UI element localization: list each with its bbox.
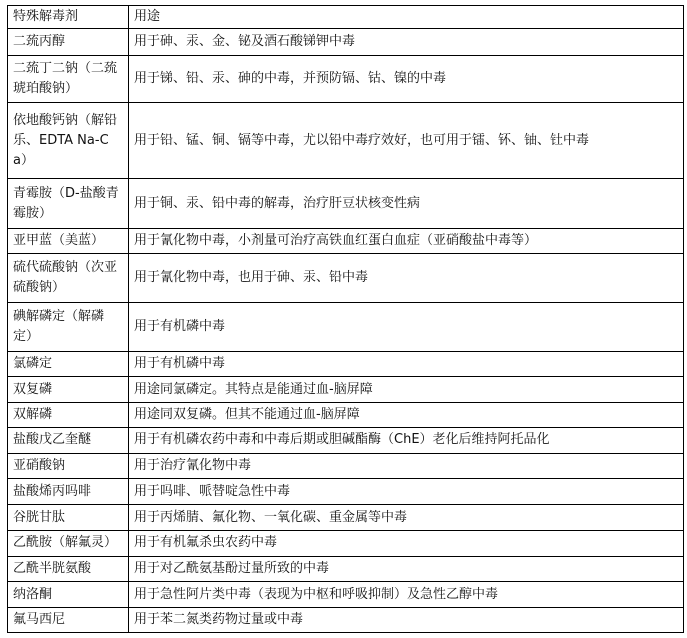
antidote-use: 用于有机磷中毒 (129, 303, 684, 351)
table-row (8, 427, 684, 453)
table-row (8, 55, 684, 102)
antidote-table (7, 5, 684, 633)
antidote-use: 用途同氯磷定。其特点是能通过血-脑屏障 (129, 377, 684, 403)
antidote-name: 谷胱甘肽 (8, 505, 129, 531)
table-row (8, 582, 684, 608)
antidote-name: 双复磷 (8, 377, 129, 403)
antidote-name: 青霉胺（D-盐酸青霉胺） (8, 179, 129, 228)
table-row (8, 530, 684, 556)
antidote-use: 用于急性阿片类中毒（表现为中枢和呼吸抑制）及急性乙醇中毒 (129, 582, 684, 608)
antidote-name: 双解磷 (8, 403, 129, 428)
antidote-use: 用于对乙酰氨基酚过量所致的中毒 (129, 556, 684, 582)
antidote-use: 用于吗啡、哌替啶急性中毒 (129, 479, 684, 505)
table-header-row (8, 6, 684, 29)
antidote-name: 二巯丙醇 (8, 29, 129, 56)
antidote-use: 用于铅、锰、铜、镉等中毒，尤以铅中毒疗效好，也可用于镭、钚、铀、钍中毒 (129, 103, 684, 179)
antidote-name: 亚硝酸钠 (8, 453, 129, 479)
table-row (8, 453, 684, 479)
antidote-use: 用于有机磷中毒 (129, 351, 684, 377)
table-row (8, 228, 684, 253)
table-row (8, 253, 684, 302)
antidote-name: 乙酰胺（解氟灵） (8, 530, 129, 556)
table-row (8, 103, 684, 179)
table-row (8, 29, 684, 56)
antidote-name: 硫代硫酸钠（次亚硫酸钠） (8, 253, 129, 302)
antidote-name: 盐酸烯丙吗啡 (8, 479, 129, 505)
antidote-name: 氯磷定 (8, 351, 129, 377)
antidote-name: 纳洛酮 (8, 582, 129, 608)
antidote-use: 用于有机氟杀虫农药中毒 (129, 530, 684, 556)
antidote-use: 用于砷、汞、金、铋及酒石酸锑钾中毒 (129, 29, 684, 56)
table-row (8, 479, 684, 505)
antidote-name: 依地酸钙钠（解铅乐、EDTA Na-Ca） (8, 103, 129, 179)
table-row (8, 303, 684, 351)
antidote-name: 二巯丁二钠（二巯琥珀酸钠） (8, 55, 129, 102)
antidote-use: 用于苯二氮类药物过量或中毒 (129, 608, 684, 633)
antidote-use: 用于铜、汞、铅中毒的解毒，治疗肝豆状核变性病 (129, 179, 684, 228)
antidote-use: 用于氰化物中毒，小剂量可治疗高铁血红蛋白血症（亚硝酸盐中毒等） (129, 228, 684, 253)
table-row (8, 556, 684, 582)
antidote-use: 用于氰化物中毒，也用于砷、汞、铅中毒 (129, 253, 684, 302)
table-row (8, 351, 684, 377)
antidote-name: 盐酸戊乙奎醚 (8, 427, 129, 453)
antidote-use: 用于有机磷农药中毒和中毒后期或胆碱酯酶（ChE）老化后维持阿托品化 (129, 427, 684, 453)
antidote-name: 氟马西尼 (8, 608, 129, 633)
table-row (8, 608, 684, 633)
antidote-use: 用于治疗氰化物中毒 (129, 453, 684, 479)
table-row (8, 403, 684, 428)
header-use: 用途 (129, 6, 684, 29)
header-antidote: 特殊解毒剂 (8, 6, 129, 29)
table-row (8, 377, 684, 403)
antidote-name: 亚甲蓝（美蓝） (8, 228, 129, 253)
antidote-use: 用于锑、铅、汞、砷的中毒，并预防镉、钴、镍的中毒 (129, 55, 684, 102)
antidote-use: 用于丙烯腈、氟化物、一氧化碳、重金属等中毒 (129, 505, 684, 531)
antidote-use: 用途同双复磷。但其不能通过血-脑屏障 (129, 403, 684, 428)
table-row (8, 505, 684, 531)
table-row (8, 179, 684, 228)
antidote-name: 碘解磷定（解磷定） (8, 303, 129, 351)
antidote-name: 乙酰半胱氨酸 (8, 556, 129, 582)
